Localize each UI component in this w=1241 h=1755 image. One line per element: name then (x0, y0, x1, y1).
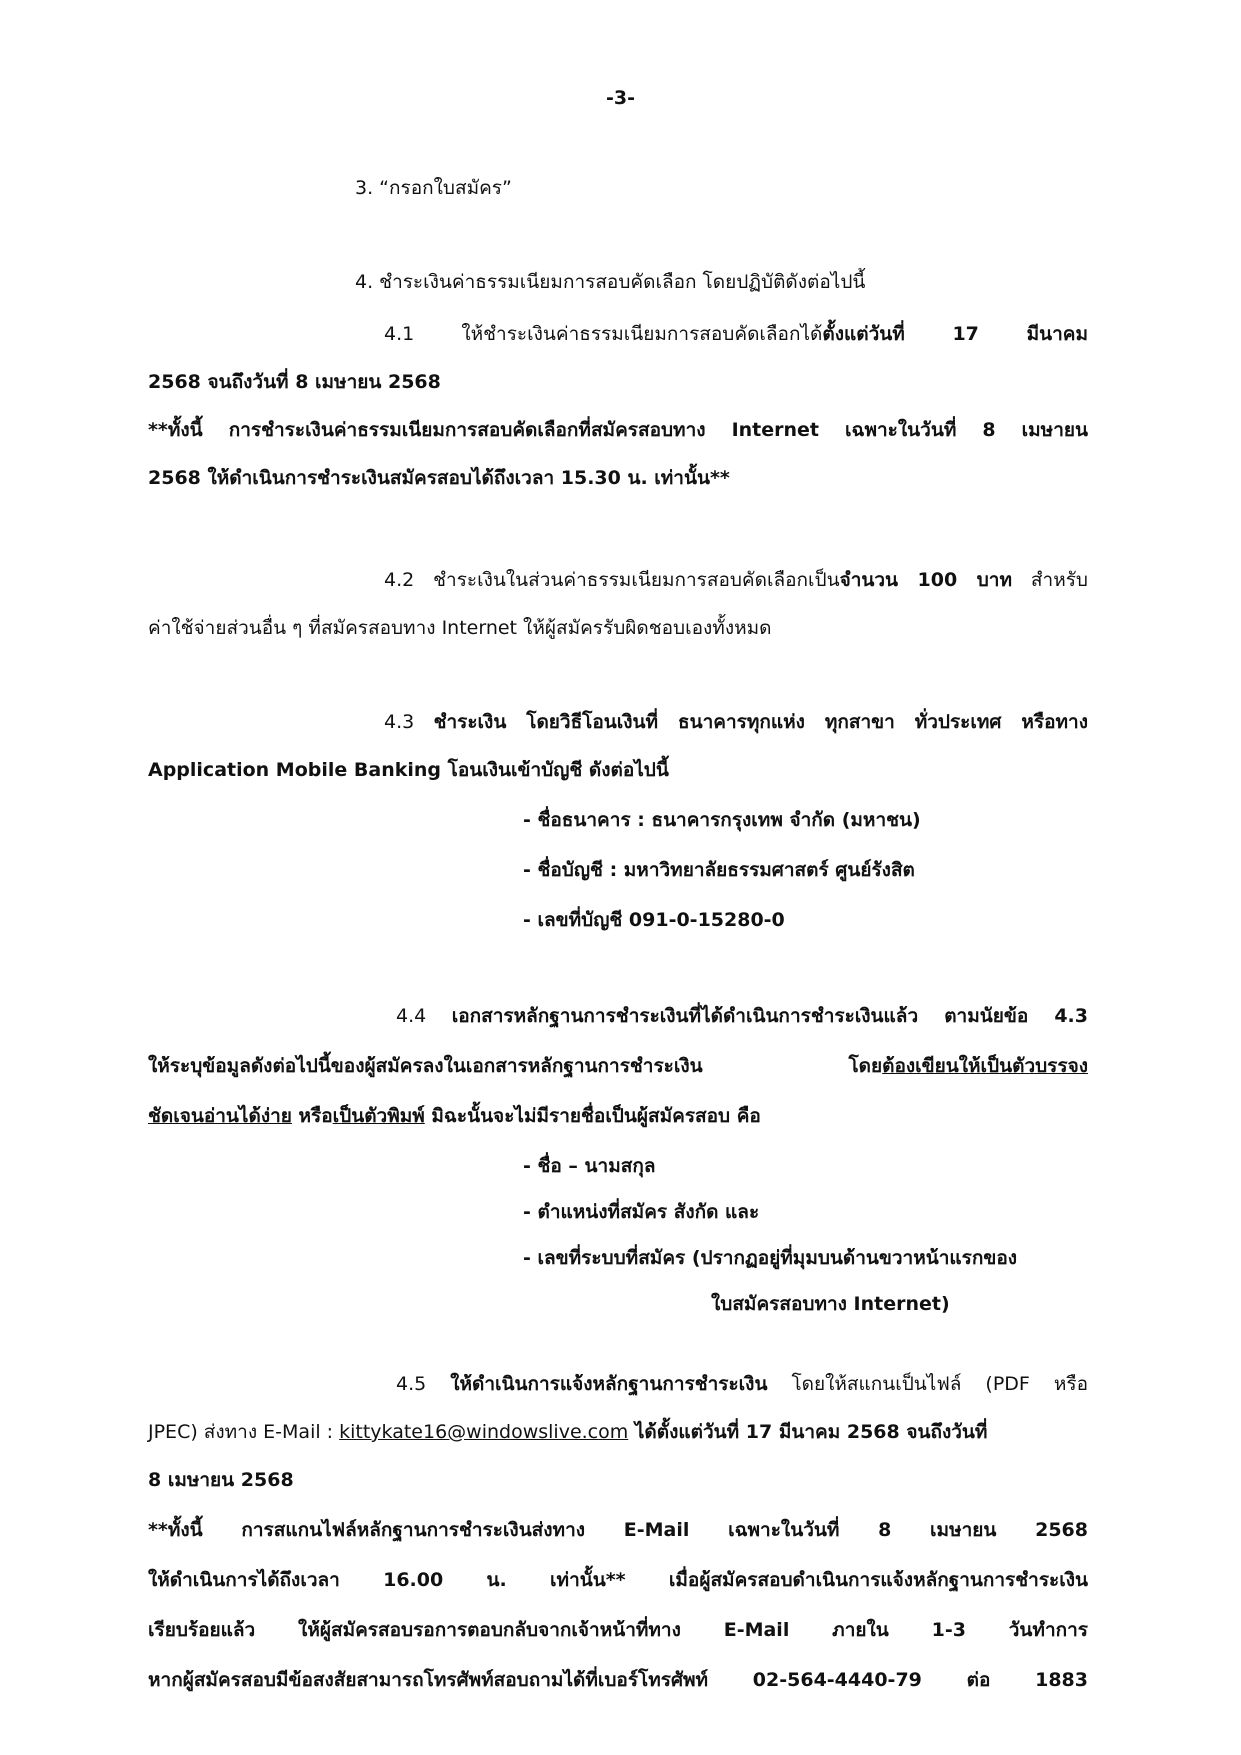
account-number: - เลขที่บัญชี 091-0-15280-0 (523, 909, 785, 931)
account-name: - ชื่อบัญชี : มหาวิทยาลัยธรรมศาสตร์ ศูนย์รังสิต (523, 859, 915, 881)
required-field-name: - ชื่อ – นามสกุล (523, 1155, 656, 1177)
section-4-5-note-line-3: เรียบร้อยแล้ว ให้ผู้สมัครสอบรอการตอบกลับจากเจ้าหน้าที่ทาง E-Mail ภายใน 1-3 วันทำการ (148, 1619, 1088, 1641)
section-4-4-line-2: ให้ระบุข้อมูลดังต่อไปนี้ของผู้สมัครลงในเอกสารหลักฐานการชำระเงิน โดยต้องเขียนให้เป็นตัวบรรจง (148, 1055, 1088, 1077)
required-field-position: - ตำแหน่งที่สมัคร สังกัด และ (523, 1201, 760, 1223)
section-4-3-line-2: Application Mobile Banking โอนเงินเข้าบัญชี ดังต่อไปนี้ (148, 759, 669, 781)
section-4-2-line-1: 4.2 ชำระเงินในส่วนค่าธรรมเนียมการสอบคัดเลือกเป็นจำนวน 100 บาท สำหรับ (384, 569, 1088, 591)
section-4-5-line-1: 4.5 ให้ดำเนินการแจ้งหลักฐานการชำระเงิน โดยให้สแกนเป็นไฟล์ (PDF หรือ (396, 1373, 1088, 1395)
required-field-system-number-cont: ใบสมัครสอบทาง Internet) (711, 1293, 950, 1315)
section-4-4-line-3: ชัดเจนอ่านได้ง่าย หรือเป็นตัวพิมพ์ มิฉะนั้นจะไม่มีรายชื่อเป็นผู้สมัครสอบ คือ (148, 1105, 761, 1127)
bank-name: - ชื่อธนาคาร : ธนาคารกรุงเทพ จำกัด (มหาชน) (523, 809, 921, 831)
section-4-1-note-line-1: **ทั้งนี้ การชำระเงินค่าธรรมเนียมการสอบคัดเลือกที่สมัครสอบทาง Internet เฉพาะในวันที่ 8 เมษายน (148, 419, 1088, 441)
section-4-3-line-1: 4.3 ชำระเงิน โดยวิธีโอนเงินที่ ธนาคารทุกแห่ง ทุกสาขา ทั่วประเทศ หรือทาง (384, 711, 1088, 733)
section-4-1-line-2: 2568 จนถึงวันที่ 8 เมษายน 2568 (148, 371, 441, 393)
section-4-5-line-2: JPEC) ส่งทาง E-Mail : kittykate16@windowslive.com ได้ตั้งแต่วันที่ 17 มีนาคม 2568 จนถึงวันที่ (148, 1421, 988, 1443)
section-4-1-note-line-2: 2568 ให้ดำเนินการชำระเงินสมัครสอบได้ถึงเวลา 15.30 น. เท่านั้น** (148, 467, 730, 489)
section-4-5-line-3: 8 เมษายน 2568 (148, 1469, 294, 1491)
section-4-5-note-line-2: ให้ดำเนินการได้ถึงเวลา 16.00 น. เท่านั้น** เมื่อผู้สมัครสอบดำเนินการแจ้งหลักฐานการชำระเงิน (148, 1569, 1088, 1591)
section-4-5-note-line-4: หากผู้สมัครสอบมีข้อสงสัยสามารถโทรศัพท์สอบถามได้ที่เบอร์โทรศัพท์ 02-564-4440-79 ต่อ 1883 (148, 1669, 1088, 1691)
item-3: 3. “กรอกใบสมัคร” (355, 177, 512, 199)
item-4-title: 4. ชำระเงินค่าธรรมเนียมการสอบคัดเลือก โดยปฏิบัติดังต่อไปนี้ (355, 271, 866, 293)
section-4-1-line-1: 4.1 ให้ชำระเงินค่าธรรมเนียมการสอบคัดเลือกได้ตั้งแต่วันที่ 17 มีนาคม (384, 323, 1088, 345)
section-4-5-note-line-1: **ทั้งนี้ การสแกนไฟล์หลักฐานการชำระเงินส่งทาง E-Mail เฉพาะในวันที่ 8 เมษายน 2568 (148, 1519, 1088, 1541)
required-field-system-number: - เลขที่ระบบที่สมัคร (ปรากฏอยู่ที่มุมบนด้านขวาหน้าแรกของ (523, 1247, 1018, 1269)
section-4-4-line-1: 4.4 เอกสารหลักฐานการชำระเงินที่ได้ดำเนินการชำระเงินแล้ว ตามนัยข้อ 4.3 (396, 1005, 1088, 1027)
section-4-2-line-2: ค่าใช้จ่ายส่วนอื่น ๆ ที่สมัครสอบทาง Internet ให้ผู้สมัครรับผิดชอบเองทั้งหมด (148, 617, 772, 639)
email-link[interactable]: kittykate16@windowslive.com (339, 1421, 629, 1443)
page-number: -3- (606, 87, 635, 109)
